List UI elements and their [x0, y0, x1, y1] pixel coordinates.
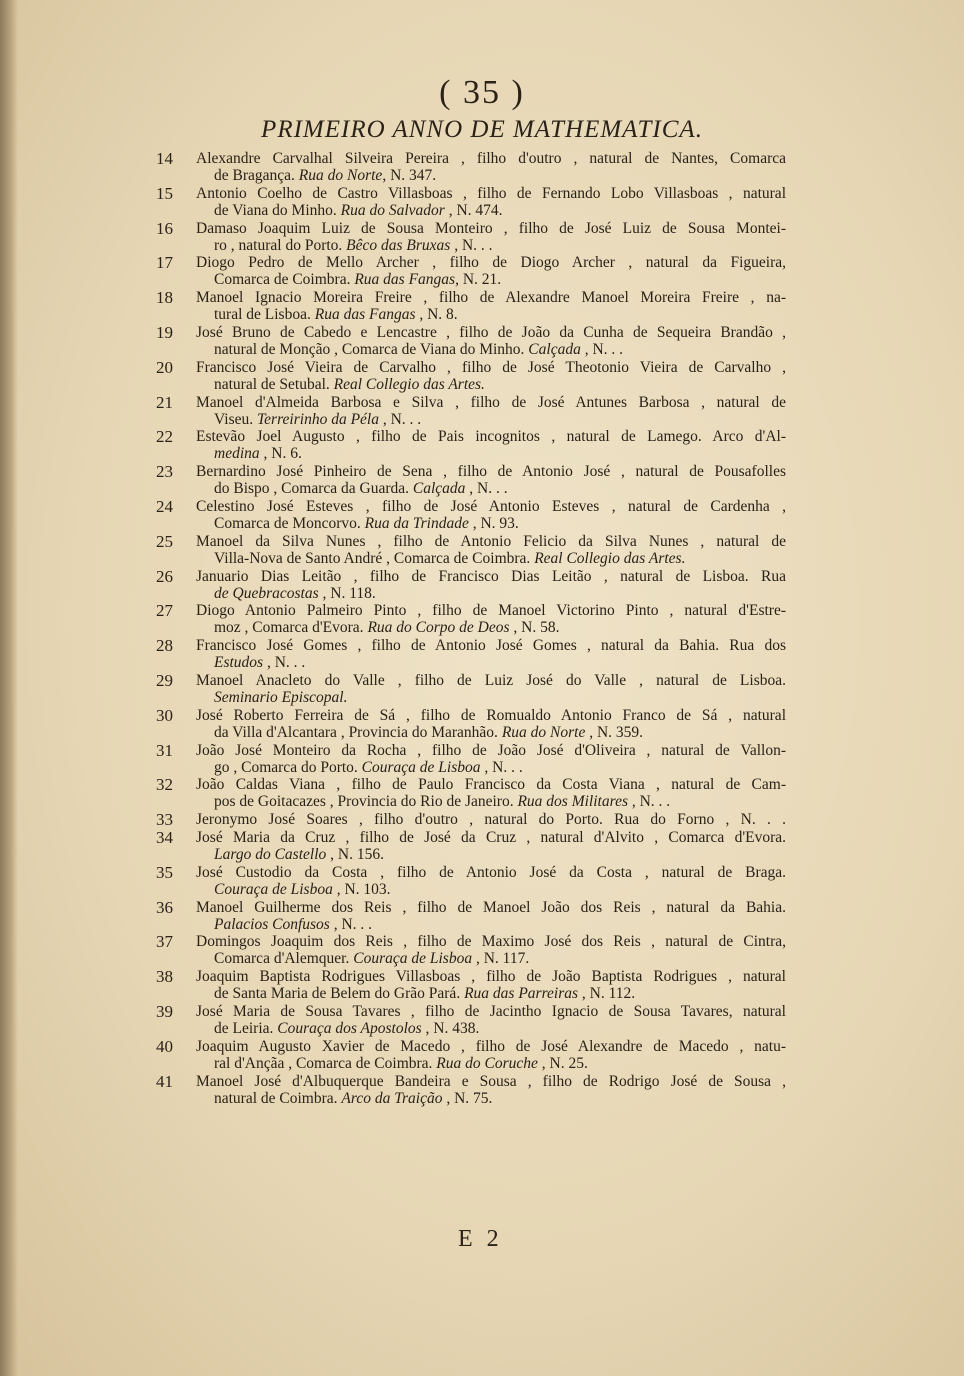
- entry-number: 21: [156, 392, 173, 412]
- entry-text: [196, 602, 786, 636]
- entry-house-number: , N. . .: [465, 480, 508, 498]
- entry-line-2: [196, 445, 786, 462]
- entry-line-2: [196, 1020, 786, 1037]
- entry-number: 25: [156, 531, 173, 551]
- entry-place: natural de Setubal.: [214, 375, 334, 393]
- entry-line-1: José Custodio da Costa , filho de Antonio José da Costa , natural de Braga.: [196, 863, 786, 881]
- entry-address: Rua do Norte: [501, 723, 586, 741]
- entry-house-number: , N. . .: [480, 758, 523, 776]
- entry-number: 30: [156, 705, 173, 725]
- entry-line-1: Manoel Anacleto do Valle , filho de Luiz José do Valle , natural de Lisboa.: [196, 671, 786, 689]
- entry-house-number: , N. 118.: [318, 584, 376, 602]
- entry-line-2: [196, 341, 786, 358]
- entry-line-2: [196, 237, 786, 254]
- entry-place: natural de Coimbra.: [214, 1089, 342, 1107]
- entry-number: 16: [156, 218, 173, 238]
- student-entry: [156, 742, 786, 776]
- entry-house-number: , N. 25.: [537, 1054, 588, 1072]
- entry-number: 33: [156, 810, 173, 830]
- entry-line-1: Joaquim Baptista Rodrigues Villasboas , filho de João Baptista Rodrigues , natural: [196, 968, 786, 986]
- entry-text: [196, 776, 786, 810]
- student-entry: [156, 829, 786, 863]
- entry-text: [196, 899, 786, 933]
- entry-number: 40: [156, 1036, 173, 1056]
- entry-text: [196, 394, 786, 428]
- student-entry: [156, 394, 786, 428]
- entry-address: Arco da Traição: [341, 1089, 443, 1107]
- entry-house-number: , N. . .: [263, 654, 306, 672]
- entry-house-number: , N. 347.: [382, 167, 437, 184]
- entry-text: [196, 707, 786, 741]
- entry-address: Rua do Coruche: [436, 1054, 538, 1072]
- entry-number: 35: [156, 862, 173, 882]
- entry-address: Largo do Castello: [214, 845, 327, 863]
- entry-number: 28: [156, 636, 173, 656]
- entry-place: ral d'Ançãa , Comarca de Coimbra.: [214, 1054, 437, 1072]
- entry-text: [196, 1003, 786, 1037]
- entry-number: 38: [156, 967, 173, 987]
- student-entry: [156, 533, 786, 567]
- entry-line-2: [196, 167, 786, 184]
- entry-house-number: , N. 117.: [472, 950, 530, 968]
- entry-text: [196, 829, 786, 863]
- student-entry: [156, 776, 786, 810]
- entry-line-1: Alexandre Carvalhal Silveira Pereira , filho d'outro , natural de Nantes, Comarca: [196, 150, 786, 167]
- entry-line-2: [196, 881, 786, 898]
- entry-text: [196, 254, 786, 288]
- entry-address: Rua da Trindade: [364, 514, 469, 532]
- entry-line-1: Manoel Ignacio Moreira Freire , filho de Alexandre Manoel Moreira Freire , na-: [196, 289, 786, 307]
- entry-place: Villa-Nova de Santo André , Comarca de Coimbra.: [214, 549, 535, 567]
- entry-line-2: [196, 759, 786, 776]
- entry-house-number: , N. 21.: [455, 271, 502, 289]
- entry-line-1: João Caldas Viana , filho de Paulo Francisco da Costa Viana , natural de Cam-: [196, 776, 786, 794]
- entry-house-number: , N. 156.: [326, 845, 384, 863]
- entry-line-2: [196, 515, 786, 532]
- student-entry: [156, 568, 786, 602]
- student-list: [156, 150, 786, 1107]
- entry-line-1: José Bruno de Cabedo e Lencastre , filho de João da Cunha de Sequeira Brandão ,: [196, 323, 786, 341]
- entry-text: [196, 672, 786, 706]
- entry-line-2: [196, 985, 786, 1002]
- entry-text: [196, 742, 786, 776]
- entry-text: [196, 428, 786, 462]
- entry-place: Viseu.: [214, 410, 257, 428]
- entry-line-1: Francisco José Vieira de Carvalho , filho de José Theotonio Vieira de Carvalho ,: [196, 358, 786, 376]
- entry-number: 26: [156, 566, 173, 586]
- entry-address: Rua das Parreiras: [464, 985, 579, 1003]
- entry-place: do Bispo , Comarca da Guarda.: [214, 480, 413, 498]
- entry-address: Rua do Norte: [298, 167, 383, 184]
- entry-text: [196, 220, 786, 254]
- entry-text: [196, 637, 786, 671]
- student-entry: [156, 1038, 786, 1072]
- entry-line-1: Estevão Joel Augusto , filho de Pais incognitos , natural de Lamego. Arco d'Al-: [196, 428, 786, 446]
- entry-place: de Santa Maria de Belem do Grão Pará.: [214, 985, 465, 1003]
- entry-line-2: [196, 793, 786, 810]
- student-entry: [156, 220, 786, 254]
- entry-line-1: José Roberto Ferreira de Sá , filho de Romualdo Antonio Franco de Sá , natural: [196, 706, 786, 724]
- entry-house-number: , N. 359.: [585, 723, 644, 741]
- entry-line-1: José Maria de Sousa Tavares , filho de Jacintho Ignacio de Sousa Tavares, natural: [196, 1002, 786, 1020]
- entry-line-2: [196, 480, 786, 497]
- entry-address: Rua das Fangas: [314, 306, 416, 324]
- entry-line-2: [196, 916, 786, 933]
- entry-line-1: Diogo Antonio Palmeiro Pinto , filho de Manoel Victorino Pinto , natural d'Estre-: [196, 602, 786, 620]
- student-entry: [156, 672, 786, 706]
- entry-address: Calçada: [412, 480, 466, 498]
- entry-address: Couraça de Lisboa: [361, 758, 481, 776]
- student-entry: [156, 498, 786, 532]
- entry-place: Comarca d'Alemquer.: [214, 950, 354, 968]
- entry-address: Couraça dos Apostolos: [277, 1019, 422, 1037]
- entry-address: Real Collegio das Artes.: [534, 549, 686, 567]
- entry-house-number: , N. . .: [378, 410, 422, 428]
- entry-address: Bêco das Bruxas: [346, 236, 451, 254]
- entry-house-number: , N. . .: [580, 340, 624, 358]
- entry-line-1: Manoel d'Almeida Barbosa e Silva , filho de José Antunes Barbosa , natural de: [196, 393, 786, 411]
- entry-house-number: , N. 103.: [332, 880, 391, 898]
- student-entry: [156, 150, 786, 184]
- student-entry: [156, 428, 786, 462]
- entry-line-2: [196, 550, 786, 567]
- student-entry: [156, 463, 786, 497]
- entry-line-2: [196, 1055, 786, 1072]
- entry-line-2: [196, 724, 786, 741]
- entry-place: go , Comarca do Porto.: [214, 758, 362, 776]
- entry-line-1: Joaquim Augusto Xavier de Macedo , filho de José Alexandre de Macedo , natu-: [196, 1037, 786, 1055]
- entry-address: Rua do Corpo de Deos: [367, 619, 510, 637]
- entry-text: [196, 568, 786, 602]
- entry-number: 41: [156, 1071, 173, 1091]
- entry-line-2: [196, 619, 786, 636]
- student-entry: [156, 637, 786, 671]
- entry-line-2: [196, 271, 786, 288]
- entry-line-1: Damaso Joaquim Luiz de Sousa Monteiro , filho de José Luiz de Sousa Montei-: [196, 219, 786, 237]
- entry-line-2: [196, 950, 786, 967]
- entry-text: [196, 933, 786, 967]
- entry-address: Rua das Fangas: [354, 271, 456, 289]
- entry-line-1: José Maria da Cruz , filho de José da Cruz , natural d'Alvito , Comarca d'Evora.: [196, 828, 786, 846]
- entry-address: Palacios Confusos: [214, 915, 330, 933]
- entry-line-1: Manoel da Silva Nunes , filho de Antonio Felicio da Silva Nunes , natural de: [196, 532, 786, 550]
- entry-place: natural de Monção , Comarca de Viana do Minho.: [214, 340, 529, 358]
- entry-address: Calçada: [528, 340, 581, 358]
- entry-line-1: Celestino José Esteves , filho de José Antonio Esteves , natural de Cardenha ,: [196, 497, 786, 515]
- student-entry: [156, 811, 786, 828]
- entry-address: Seminario Episcopal.: [214, 688, 348, 706]
- entry-text: [196, 289, 786, 323]
- entry-place: tural de Lisboa.: [214, 306, 315, 324]
- entry-number: 27: [156, 601, 173, 621]
- entry-house-number: , N. 6.: [259, 445, 302, 463]
- entry-house-number: , N. 8.: [415, 306, 458, 324]
- entry-number: 22: [156, 427, 173, 447]
- student-entry: [156, 359, 786, 393]
- entry-address: medina: [214, 445, 260, 463]
- entry-text: [196, 150, 786, 184]
- entry-line-2: [196, 411, 786, 428]
- entry-place: Comarca de Coimbra.: [214, 271, 355, 289]
- entry-house-number: , N. . .: [329, 915, 373, 933]
- student-entry: [156, 185, 786, 219]
- entry-address: de Quebracostas: [214, 584, 319, 602]
- entry-number: 34: [156, 827, 173, 847]
- entry-house-number: , N. 474.: [444, 201, 503, 219]
- entry-text: [196, 463, 786, 497]
- entry-text: [196, 324, 786, 358]
- entry-line-1: João José Monteiro da Rocha , filho de João José d'Oliveira , natural de Vallon-: [196, 741, 786, 759]
- entry-place: de Viana do Minho.: [214, 201, 341, 219]
- entry-place: moz , Comarca d'Evora.: [214, 619, 368, 637]
- entry-line-2: [196, 585, 786, 602]
- entry-number: 29: [156, 670, 173, 690]
- entry-number: 23: [156, 462, 173, 482]
- section-title: PRIMEIRO ANNO DE MATHEMATICA.: [261, 116, 703, 143]
- entry-place: ro , natural do Porto.: [214, 236, 347, 254]
- entry-line-1: Manoel José d'Albuquerque Bandeira e Sousa , filho de Rodrigo José de Sousa ,: [196, 1072, 786, 1090]
- entry-address: Terreirinho da Péla: [256, 410, 379, 428]
- student-entry: [156, 324, 786, 358]
- entry-line-1: Bernardino José Pinheiro de Sena , filho de Antonio José , natural de Pousafolles: [196, 463, 786, 481]
- student-entry: [156, 289, 786, 323]
- entry-number: 32: [156, 775, 173, 795]
- page-number: ( 35 ): [439, 74, 525, 111]
- student-entry: [156, 1003, 786, 1037]
- entry-line-1: Diogo Pedro de Mello Archer , filho de Diogo Archer , natural da Figueira,: [196, 254, 786, 272]
- student-entry: [156, 602, 786, 636]
- entry-house-number: , N. 438.: [421, 1019, 480, 1037]
- entry-address: Couraça de Lisboa: [353, 950, 473, 968]
- entry-house-number: , N. 112.: [578, 985, 636, 1003]
- entry-line-2: [196, 654, 786, 671]
- entry-place: de Bragança.: [214, 167, 299, 184]
- entry-line-1: Domingos Joaquim dos Reis , filho de Maximo José dos Reis , natural de Cintra,: [196, 933, 786, 951]
- entry-house-number: , N. 58.: [509, 619, 560, 637]
- entry-place: Comarca de Moncorvo.: [214, 514, 365, 532]
- student-entry: [156, 933, 786, 967]
- entry-text: [196, 968, 786, 1002]
- entry-house-number: , N. 93.: [468, 514, 519, 532]
- entry-number: 18: [156, 288, 173, 308]
- entry-line-2: [196, 689, 786, 706]
- entry-house-number: , N. . .: [450, 236, 493, 254]
- entry-text: [196, 533, 786, 567]
- student-entry: [156, 968, 786, 1002]
- entry-address: Couraça de Lisboa: [214, 880, 333, 898]
- entry-text: [196, 498, 786, 532]
- entry-line-1: Antonio Coelho de Castro Villasboas , filho de Fernando Lobo Villasboas , natural: [196, 184, 786, 202]
- entry-address: Rua dos Militares: [517, 793, 628, 811]
- entry-address: Estudos: [214, 654, 264, 672]
- student-entry: [156, 254, 786, 288]
- entry-line-1: Januario Dias Leitão , filho de Francisco Dias Leitão , natural de Lisboa. Rua: [196, 567, 786, 585]
- entry-number: 36: [156, 897, 173, 917]
- student-entry: [156, 864, 786, 898]
- entry-text: [196, 359, 786, 393]
- entry-text: [196, 864, 786, 898]
- entry-line-2: [196, 846, 786, 863]
- entry-address: Rua do Salvador: [340, 201, 445, 219]
- printer-signature-mark: E 2: [458, 1226, 503, 1252]
- entry-number: 37: [156, 932, 173, 952]
- binding-shadow: [0, 0, 18, 1376]
- entry-line-2: [196, 306, 786, 323]
- entry-text: [196, 811, 786, 828]
- entry-house-number: , N. . .: [627, 793, 671, 811]
- entry-house-number: , N. 75.: [442, 1089, 493, 1107]
- entry-line-2: [196, 202, 786, 219]
- entry-number: 15: [156, 183, 173, 203]
- entry-line-1: Jeronymo José Soares , filho d'outro , natural do Porto. Rua do Forno , N. . .: [196, 811, 786, 829]
- entry-place: de Leiria.: [214, 1019, 278, 1037]
- entry-place: da Villa d'Alcantara , Provincia do Maranhão.: [214, 723, 502, 741]
- entry-line-2: [196, 1090, 786, 1107]
- entry-number: 39: [156, 1001, 173, 1021]
- entry-line-1: Manoel Guilherme dos Reis , filho de Manoel João dos Reis , natural da Bahia.: [196, 898, 786, 916]
- entry-number: 24: [156, 496, 173, 516]
- entry-text: [196, 1073, 786, 1107]
- entry-address: Real Collegio das Artes.: [333, 375, 485, 393]
- entry-text: [196, 185, 786, 219]
- entry-line-2: [196, 376, 786, 393]
- entry-number: 31: [156, 740, 173, 760]
- entry-number: 20: [156, 357, 173, 377]
- student-entry: [156, 707, 786, 741]
- entry-text: [196, 1038, 786, 1072]
- entry-number: 17: [156, 253, 173, 273]
- entry-line-1: Francisco José Gomes , filho de Antonio José Gomes , natural da Bahia. Rua dos: [196, 637, 786, 655]
- entry-number: 19: [156, 322, 173, 342]
- student-entry: [156, 899, 786, 933]
- entry-place: pos de Goitacazes , Provincia do Rio de Janeiro.: [214, 793, 518, 811]
- entry-number: 14: [156, 149, 173, 168]
- student-entry: [156, 1073, 786, 1107]
